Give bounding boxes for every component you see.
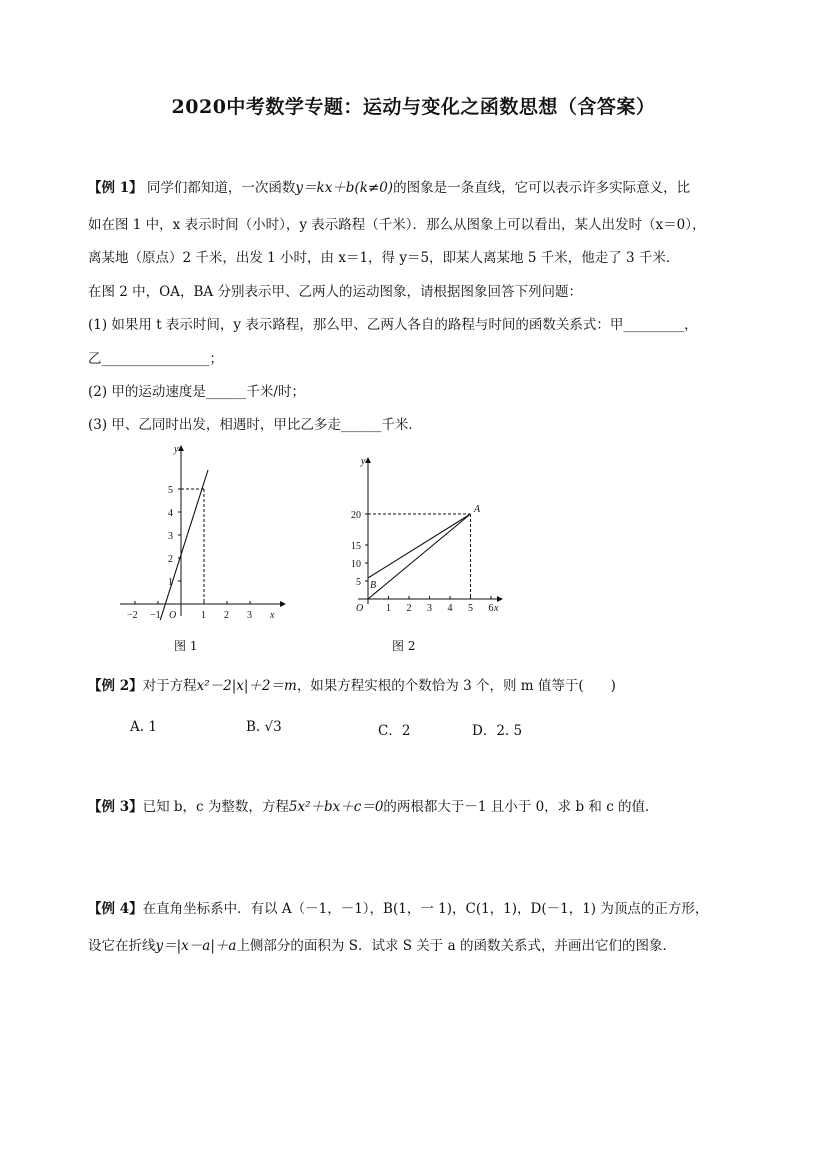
figure1-caption: 图 1 bbox=[174, 639, 198, 653]
example2-text-b: ，如果方程实根的个数恰为 3 个，则 m 值等于( ) bbox=[296, 678, 616, 694]
figure2-ytick-label: 15 bbox=[351, 541, 361, 552]
figure1-ytick-label: 4 bbox=[168, 508, 173, 519]
figure2-caption: 图 2 bbox=[392, 639, 416, 653]
example1-text-a: 同学们都知道，一次函数 bbox=[146, 180, 296, 196]
example2-tag: 【例 2】 bbox=[88, 678, 143, 694]
example1-line3: 离某地（原点）2 千米，出发 1 小时，由 x＝1，得 y＝5，即某人离某地 5 千米，他走了 3 千米． bbox=[88, 250, 680, 266]
example3-tag: 【例 3】 bbox=[88, 799, 143, 815]
figure2-xtick-label: 3 bbox=[427, 603, 432, 614]
example4-line1 bbox=[88, 897, 708, 917]
figure1-ytick-label: 5 bbox=[168, 485, 173, 496]
figure2-line-oa bbox=[368, 514, 471, 599]
figure2 bbox=[340, 452, 515, 620]
figure2-axis-x-label: x bbox=[494, 603, 499, 614]
example1-tag: 【例 1】 bbox=[88, 180, 143, 196]
figure1 bbox=[110, 440, 295, 620]
example4-text-1: 在直角坐标系中．有以 A（－1，－1），B(1，一 1)，C(1，1)，D(－1，1) 为顶点的正方形， bbox=[142, 901, 709, 917]
figure1-axis-y-label: y bbox=[174, 444, 179, 455]
example1-question1-line2: 乙________________； bbox=[88, 351, 223, 367]
example4-text-2b: 上侧部分的面积为 S．试求 S 关于 a 的函数关系式，并画出它们的图象． bbox=[236, 938, 676, 954]
figure2-line-ba bbox=[368, 514, 471, 578]
figure1-xtick-label: −2 bbox=[127, 610, 138, 620]
figure1-ytick-label: 1 bbox=[168, 577, 173, 588]
example4-tag: 【例 4】 bbox=[88, 901, 143, 917]
figure1-xtick-label: 3 bbox=[247, 610, 252, 620]
example4-line2 bbox=[88, 934, 676, 954]
figure2-ytick-label: 5 bbox=[356, 577, 361, 588]
figure1-origin-label: O bbox=[169, 610, 177, 620]
figure1-xtick-label: 2 bbox=[224, 610, 229, 620]
example2-option-b: B. √3 bbox=[246, 719, 282, 735]
figure1-axis-x-label: x bbox=[270, 610, 275, 620]
example2-formula: x²－2|x|＋2＝m bbox=[196, 678, 297, 694]
example4-formula: y＝|x－a|＋a bbox=[155, 938, 237, 954]
figure2-xtick-label: 2 bbox=[406, 603, 412, 614]
figure1-xtick-label: 1 bbox=[201, 610, 206, 620]
example2-option-d: D．2. 5 bbox=[472, 723, 523, 739]
page-title: 2020中考数学专题：运动与变化之函数思想（含答案） bbox=[171, 96, 656, 118]
example1-question2: (2) 甲的运动速度是______千米/时； bbox=[88, 384, 305, 400]
example1-text-b: 的图象是一条直线，它可以表示许多实际意义，比 bbox=[393, 180, 691, 196]
figure2-xtick-label: 5 bbox=[468, 603, 473, 614]
figure1-xtick-label: −1 bbox=[150, 610, 161, 620]
example2-text-a: 对于方程 bbox=[142, 678, 197, 694]
example1-question1-line1: (1) 如果用 t 表示时间，y 表示路程，那么甲、乙两人各自的路程与时间的函数关系式：甲_________， bbox=[88, 317, 698, 333]
example2-line bbox=[88, 674, 616, 694]
figure1-ytick-label: 2 bbox=[168, 554, 173, 565]
example3-line bbox=[88, 795, 659, 815]
figure2-axis-y-label: y bbox=[361, 456, 366, 467]
example1-formula: y＝kx＋b(k≠0) bbox=[295, 180, 394, 196]
figure2-origin-label: O bbox=[356, 603, 364, 614]
figure2-point-a-label: A bbox=[474, 504, 481, 515]
example4-text-2a: 设它在折线 bbox=[88, 938, 156, 954]
figure2-ytick-label: 10 bbox=[351, 559, 361, 570]
figure2-xtick-label: 4 bbox=[447, 603, 453, 614]
figure1-ytick-label: 3 bbox=[168, 531, 173, 542]
example1-line4: 在图 2 中，OA，BA 分别表示甲、乙两人的运动图象，请根据图象回答下列问题： bbox=[88, 284, 582, 300]
figure2-point-b-label: B bbox=[370, 580, 377, 591]
example1-question3: (3) 甲、乙同时出发，相遇时，甲比乙多走______千米． bbox=[88, 417, 422, 433]
example3-text-a: 已知 b，c 为整数，方程 bbox=[142, 799, 289, 815]
example2-option-c: C．2 bbox=[378, 723, 411, 739]
figure2-ytick-label: 20 bbox=[351, 510, 361, 521]
example3-text-b: 的两根都大于－1 且小于 0，求 b 和 c 的值． bbox=[383, 799, 659, 815]
example3-formula: 5x²＋bx＋c＝0 bbox=[288, 799, 384, 815]
example2-option-a: A. 1 bbox=[130, 719, 157, 735]
example1-line2: 如在图 1 中，x 表示时间（小时），y 表示路程（千米）．那么从图象上可以看出，某人出发时（x＝0）， bbox=[88, 217, 706, 233]
figure2-xtick-label: 6 bbox=[488, 603, 494, 614]
figure2-xtick-label: 1 bbox=[386, 603, 391, 614]
example1-line1 bbox=[88, 176, 690, 196]
figure1-function-line bbox=[158, 470, 208, 620]
